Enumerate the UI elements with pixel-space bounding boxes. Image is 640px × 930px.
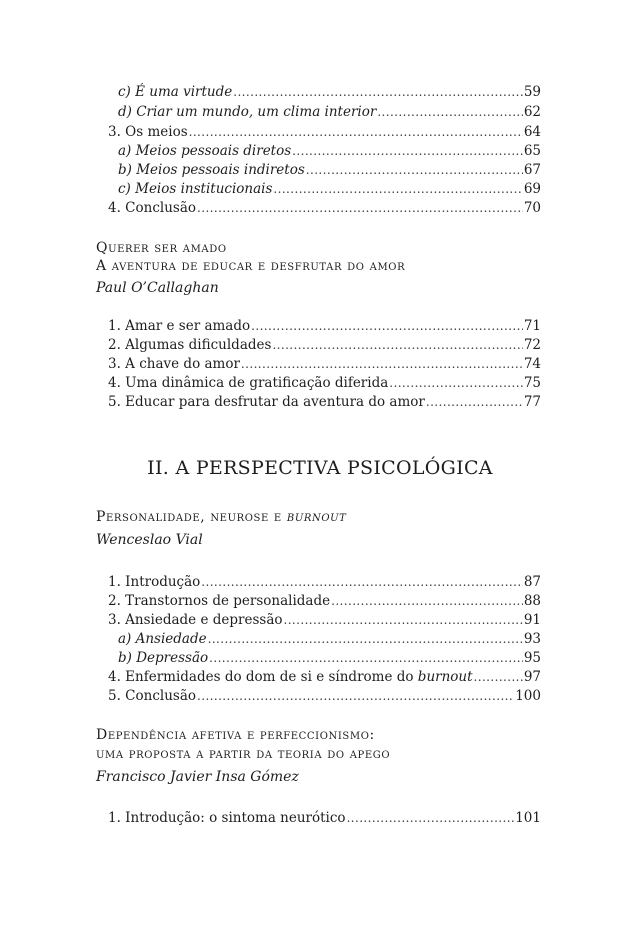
toc-entry-page: 72	[523, 337, 541, 353]
chapter-title-italic: burnout	[286, 509, 347, 525]
toc-leader-dots	[272, 336, 522, 354]
toc-entry-label: b) Meios pessoais indiretos	[118, 162, 305, 178]
toc-entry-label: 2. Algumas dificuldades	[108, 337, 272, 353]
toc-entry-page: 69	[523, 181, 541, 197]
toc-leader-dots	[426, 393, 523, 411]
toc-entry-page: 95	[523, 650, 541, 666]
toc-entry	[108, 393, 541, 411]
toc-entry	[118, 83, 541, 101]
toc-leader-dots	[201, 573, 523, 591]
toc-leader-dots	[189, 123, 523, 141]
toc-entry	[108, 668, 541, 686]
toc-entry-label: 2. Transtornos de personalidade	[108, 593, 331, 609]
toc-entry	[108, 809, 541, 827]
toc-entry	[108, 374, 541, 392]
chapter-title-text: Personalidade, neurose e	[96, 509, 287, 525]
toc-entry-page: 87	[523, 574, 541, 590]
toc-entry-page: 97	[523, 669, 541, 685]
toc-entry-page: 70	[523, 200, 541, 216]
part-heading: II. A PERSPECTIVA PSICOLÓGICA	[147, 457, 493, 479]
toc-entry-page: 100	[515, 688, 541, 704]
toc-entry	[108, 355, 541, 373]
toc-leader-dots	[389, 374, 523, 392]
toc-entry-label-text: 4. Enfermidades do dom de si e síndrome do	[108, 669, 418, 685]
toc-entry	[108, 199, 541, 217]
chapter-author: Francisco Javier Insa Gómez	[96, 769, 299, 785]
toc-entry-page: 62	[523, 104, 541, 120]
toc-leader-dots	[251, 317, 523, 335]
toc-entry-label: 3. Ansiedade e depressão	[108, 612, 283, 628]
toc-entry-page: 77	[523, 394, 541, 410]
toc-leader-dots	[347, 809, 515, 827]
toc-entry-label: 4. Conclusão	[108, 200, 197, 216]
chapter-subtitle: A aventura de educar e desfrutar do amor	[96, 258, 406, 274]
toc-entry	[118, 161, 541, 179]
toc-leader-dots	[306, 161, 523, 179]
toc-leader-dots	[377, 103, 522, 121]
toc-entry-page: 88	[523, 593, 541, 609]
toc-entry-page: 74	[523, 356, 541, 372]
toc-entry-page: 71	[523, 318, 541, 334]
toc-entry-page: 64	[523, 124, 541, 140]
toc-leader-dots	[208, 630, 523, 648]
toc-entry-page: 93	[523, 631, 541, 647]
chapter-title: Querer ser amado	[96, 240, 227, 256]
toc-leader-dots	[233, 83, 523, 101]
toc-entry-page: 101	[515, 810, 541, 826]
toc-leader-dots	[273, 180, 522, 198]
toc-entry-label: d) Criar um mundo, um clima interior	[118, 104, 377, 120]
toc-entry-label: 5. Educar para desfrutar da aventura do amor	[108, 394, 425, 410]
toc-entry-page: 91	[523, 612, 541, 628]
toc-leader-dots	[474, 668, 523, 686]
toc-entry	[108, 687, 541, 705]
toc-leader-dots	[292, 142, 523, 160]
toc-entry	[108, 123, 541, 141]
toc-entry	[118, 180, 541, 198]
toc-entry	[118, 103, 541, 121]
toc-entry-page: 67	[523, 162, 541, 178]
toc-entry-label: a) Ansiedade	[118, 631, 207, 647]
toc-entry	[118, 649, 541, 667]
chapter-title: Dependência afetiva e perfeccionismo:	[96, 727, 375, 743]
toc-entry	[118, 142, 541, 160]
toc-entry-label: 1. Introdução: o sintoma neurótico	[108, 810, 346, 826]
toc-leader-dots	[331, 592, 523, 610]
toc-leader-dots	[197, 199, 523, 217]
toc-entry-label: 3. A chave do amor	[108, 356, 240, 372]
toc-entry-label: b) Depressão	[118, 650, 209, 666]
toc-entry-label-italic: burnout	[417, 669, 473, 685]
toc-entry-label: 3. Os meios	[108, 124, 188, 140]
toc-entry	[108, 611, 541, 629]
chapter-author: Paul O’Callaghan	[96, 280, 219, 296]
chapter-title	[96, 508, 346, 526]
toc-entry	[108, 592, 541, 610]
toc-leader-dots	[284, 611, 523, 629]
toc-entry-label	[108, 668, 473, 686]
chapter-author: Wenceslao Vial	[96, 532, 203, 548]
toc-entry	[108, 317, 541, 335]
toc-entry	[108, 573, 541, 591]
toc-entry-label: 5. Conclusão	[108, 688, 197, 704]
chapter-subtitle: uma proposta a partir da teoria do apego	[96, 746, 391, 762]
toc-entry-label: 1. Amar e ser amado	[108, 318, 251, 334]
toc-entry-label: c) Meios institucionais	[118, 181, 273, 197]
toc-entry	[108, 336, 541, 354]
toc-entry-page: 65	[523, 143, 541, 159]
toc-entry-page: 59	[523, 84, 541, 100]
toc-entry-label: c) É uma virtude	[118, 84, 233, 100]
toc-entry	[118, 630, 541, 648]
toc-entry-label: 4. Uma dinâmica de gratificação diferida	[108, 375, 389, 391]
toc-leader-dots	[197, 687, 514, 705]
toc-entry-label: 1. Introdução	[108, 574, 201, 590]
toc-entry-label: a) Meios pessoais diretos	[118, 143, 292, 159]
toc-entry-page: 75	[523, 375, 541, 391]
toc-leader-dots	[241, 355, 523, 373]
toc-leader-dots	[209, 649, 523, 667]
